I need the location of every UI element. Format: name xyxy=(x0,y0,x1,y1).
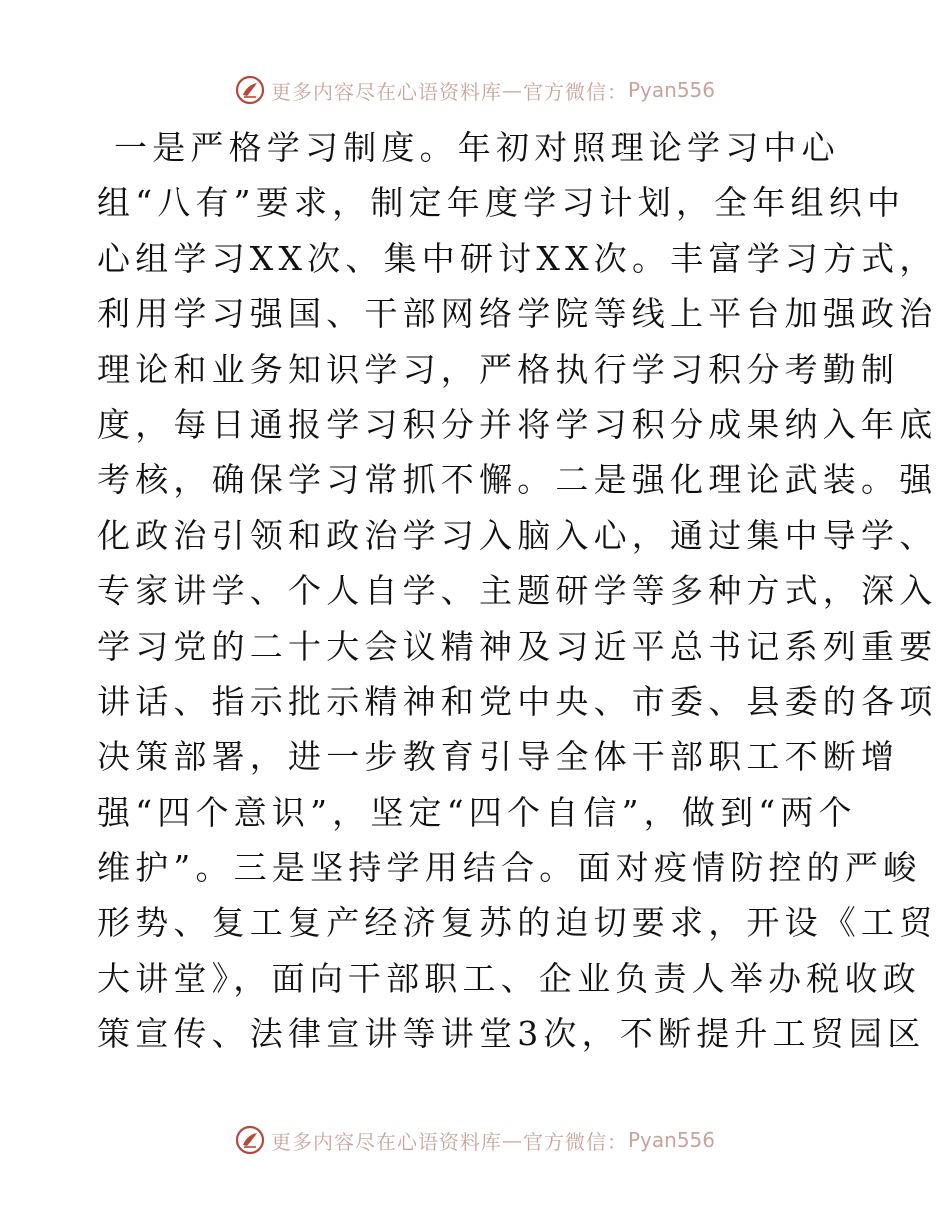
watermark-account: Pyan556 xyxy=(627,78,715,102)
paragraph-line: 形势、复工复产经济复苏的迫切要求，开设《工贸 xyxy=(97,903,938,943)
paragraph-line: 专家讲学、个人自学、主题研学等多种方式，深入 xyxy=(97,571,938,611)
paragraph-line: 一是严格学习制度。年初对照理论学习中心 xyxy=(114,128,840,167)
paragraph-line: 决策部署，进一步教育引导全体干部职工不断增 xyxy=(97,737,900,777)
paragraph-line: 化政治引领和政治学习入脑入心，通过集中导学、 xyxy=(97,515,938,555)
watermark-suffix: 官方微信： xyxy=(522,79,628,104)
document-body xyxy=(97,120,938,1062)
header-watermark xyxy=(0,70,950,110)
paragraph-line: 心组学习XX次、集中研讨XX次。丰富学习方式， xyxy=(97,238,938,278)
watermark-suffix: 官方微信： xyxy=(522,1129,628,1154)
paragraph-line: 维护”。三是坚持学用结合。面对疫情防控的严峻 xyxy=(97,848,922,888)
paragraph-line: 大讲堂》，面向干部职工、企业负责人举办税收政 xyxy=(97,958,921,998)
watermark-separator: — xyxy=(501,1128,523,1152)
paragraph-line: 考核，确保学习常抓不懈。二是强化理论武装。强 xyxy=(97,460,938,500)
watermark-text: 更多内容尽在心语资料库 xyxy=(270,79,502,104)
paragraph-line: 利用学习强国、干部网络学院等线上平台加强政治 xyxy=(97,294,938,334)
scroll-pen-logo-icon xyxy=(235,1125,265,1155)
paragraph-line: 策宣传、法律宣讲等讲堂3次，不断提升工贸园区 xyxy=(97,1014,926,1054)
paragraph-line: 理论和业务知识学习，严格执行学习积分考勤制 xyxy=(97,349,900,389)
paragraph-line: 讲话、指示批示精神和党中央、市委、县委的各项 xyxy=(97,681,938,721)
scroll-pen-logo-icon xyxy=(235,75,265,105)
watermark-separator: — xyxy=(501,78,523,102)
watermark-account: Pyan556 xyxy=(627,1128,715,1152)
paragraph-line: 度，每日通报学习积分并将学习积分成果纳入年底 xyxy=(97,404,938,444)
paragraph-line: 强“四个意识”，坚定“四个自信”，做到“两个 xyxy=(97,792,857,832)
paragraph-line: 学习党的二十大会议精神及习近平总书记系列重要 xyxy=(97,626,938,666)
footer-watermark xyxy=(0,1120,950,1160)
watermark-text: 更多内容尽在心语资料库 xyxy=(270,1129,502,1154)
paragraph-line: 组“八有”要求，制定年度学习计划，全年组织中 xyxy=(97,183,906,223)
